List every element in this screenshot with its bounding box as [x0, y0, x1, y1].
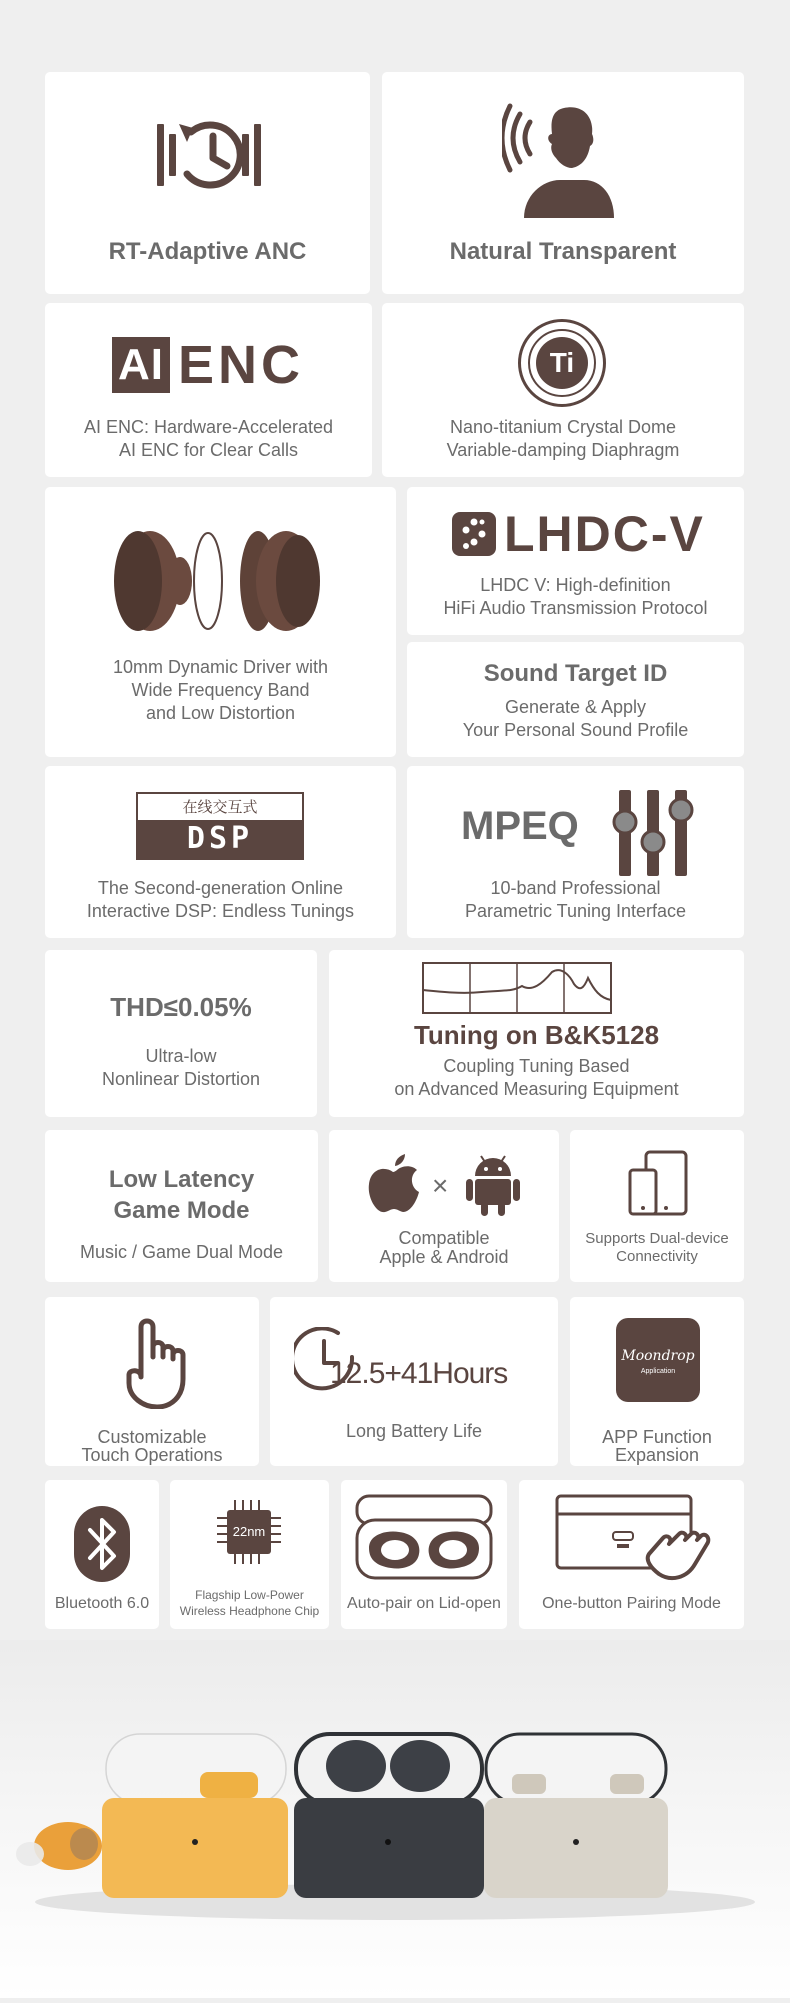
- product-photo: [0, 1640, 790, 1998]
- mpeq-logo: MPEQ: [461, 804, 579, 848]
- bluetooth-icon: [74, 1506, 130, 1582]
- feature-card-latency: [45, 1130, 318, 1282]
- tuning-desc-line1: Coupling Tuning Based: [443, 1056, 630, 1076]
- touch-hand-icon: [123, 1317, 189, 1409]
- app-desc-line2: Expansion: [614, 1445, 700, 1465]
- feature-card-bluetooth: [45, 1480, 159, 1629]
- feature-card-tuning: [329, 950, 744, 1117]
- apple-logo-icon: [367, 1154, 419, 1214]
- chip-desc-line2: Wireless Headphone Chip: [179, 1604, 320, 1618]
- battery-desc-line1: Long Battery Life: [345, 1421, 483, 1441]
- app-logo-sub: Application: [640, 1368, 676, 1375]
- feature-card-chip: [170, 1480, 329, 1629]
- feature-card-dual-device: [570, 1130, 744, 1282]
- lhdc-desc-line1: LHDC V: High-definition: [480, 575, 671, 595]
- dsp-badge-bottom: DSP: [138, 820, 302, 858]
- touch-desc-line1: Customizable: [97, 1427, 207, 1447]
- feature-card-compatible: [329, 1130, 559, 1282]
- autopair-desc-line1: Auto-pair on Lid-open: [347, 1595, 501, 1612]
- pairing-desc-line1: One-button Pairing Mode: [542, 1595, 721, 1612]
- lhdc-desc-line2: HiFi Audio Transmission Protocol: [443, 598, 708, 618]
- compatible-desc-line2: Apple & Android: [379, 1247, 509, 1267]
- dsp-badge: [136, 792, 304, 860]
- latency-title-line2: Game Mode: [113, 1197, 250, 1224]
- feature-card-pairing: [519, 1480, 744, 1629]
- latency-title-line1: Low Latency: [108, 1166, 255, 1193]
- compatible-times: ×: [432, 1170, 449, 1201]
- lhdc-icon: [452, 512, 496, 556]
- aienc-desc-line2: AI ENC for Clear Calls: [118, 440, 299, 460]
- sound-target-line1: Generate & Apply: [504, 697, 647, 717]
- person-sound-icon: [502, 100, 622, 218]
- pairing-button-icon: [555, 1494, 715, 1584]
- dual-device-desc-line1: Supports Dual-device: [585, 1230, 729, 1247]
- sound-target-line2: Your Personal Sound Profile: [462, 720, 689, 740]
- feature-card-dsp: [45, 766, 396, 938]
- battery-hours: 12.5+41Hours: [330, 1357, 508, 1390]
- feature-card-sound-target: [407, 642, 744, 757]
- feature-card-transparent: [382, 72, 744, 294]
- chip-desc-line1: Flagship Low-Power: [195, 1588, 304, 1602]
- tuning-title: Tuning on B&K5128: [413, 1020, 660, 1050]
- titanium-desc-line1: Nano-titanium Crystal Dome: [449, 417, 677, 437]
- feature-card-lhdc: [407, 487, 744, 635]
- aienc-logo: [112, 337, 304, 393]
- feature-card-autopair: [341, 1480, 507, 1629]
- feature-card-aienc: [45, 303, 372, 477]
- lhdc-logo-text: LHDC-V: [504, 506, 705, 562]
- titanium-logo: [518, 319, 606, 407]
- thd-desc-line2: Nonlinear Distortion: [101, 1069, 261, 1089]
- touch-desc-line2: Touch Operations: [81, 1445, 223, 1465]
- feature-card-battery: [270, 1297, 558, 1466]
- aienc-logo-ai: AI: [112, 337, 170, 393]
- dual-device-desc-line2: Connectivity: [616, 1248, 698, 1265]
- mpeq-desc-line2: Parametric Tuning Interface: [464, 901, 687, 921]
- dsp-desc-line1: The Second-generation Online: [97, 878, 344, 898]
- equalizer-sliders-icon: [609, 790, 699, 876]
- mpeq-desc-line1: 10-band Professional: [490, 878, 661, 898]
- transparent-title: Natural Transparent: [449, 238, 677, 265]
- feature-card-titanium: [382, 303, 744, 477]
- charging-case-icon: [355, 1494, 493, 1582]
- feature-card-app: [570, 1297, 744, 1466]
- aienc-desc-line1: AI ENC: Hardware-Accelerated: [83, 417, 334, 437]
- clock-adaptive-icon: [157, 104, 261, 208]
- frequency-response-graph-icon: [422, 962, 612, 1014]
- earbuds-cases-illustration: [0, 1640, 790, 1998]
- feature-card-anc: [45, 72, 370, 294]
- titanium-desc-line2: Variable-damping Diaphragm: [446, 440, 680, 460]
- titanium-logo-text: Ti: [536, 337, 588, 389]
- lhdc-logo: [452, 506, 705, 562]
- dual-device-icon: [628, 1150, 688, 1216]
- aienc-logo-enc: ENC: [178, 335, 305, 395]
- feature-card-touch: [45, 1297, 259, 1466]
- driver-exploded-icon: [110, 525, 330, 637]
- app-desc-line1: APP Function: [602, 1427, 712, 1447]
- dsp-desc-line2: Interactive DSP: Endless Tunings: [86, 901, 355, 921]
- feature-card-thd: [45, 950, 317, 1117]
- sound-target-title: Sound Target ID: [483, 660, 668, 687]
- driver-desc-line3: and Low Distortion: [145, 703, 296, 723]
- tuning-desc-line2: on Advanced Measuring Equipment: [394, 1079, 679, 1099]
- app-logo-text: Moondrop: [621, 1348, 695, 1364]
- chip-label: 22nm: [232, 1524, 266, 1539]
- bluetooth-desc-line1: Bluetooth 6.0: [54, 1595, 150, 1612]
- feature-card-mpeq: [407, 766, 744, 938]
- dsp-badge-top: 在线交互式: [182, 798, 258, 816]
- compatible-desc-line1: Compatible: [398, 1228, 490, 1248]
- android-logo-icon: [465, 1152, 521, 1216]
- thd-title: THD≤0.05%: [110, 992, 252, 1022]
- driver-desc-line1: 10mm Dynamic Driver with: [112, 657, 329, 677]
- moondrop-app-icon: [616, 1318, 700, 1402]
- thd-desc-line1: Ultra-low: [145, 1046, 217, 1066]
- feature-card-driver: [45, 487, 396, 757]
- anc-title: RT-Adaptive ANC: [108, 238, 307, 265]
- driver-desc-line2: Wide Frequency Band: [131, 680, 310, 700]
- latency-desc-line1: Music / Game Dual Mode: [79, 1242, 284, 1262]
